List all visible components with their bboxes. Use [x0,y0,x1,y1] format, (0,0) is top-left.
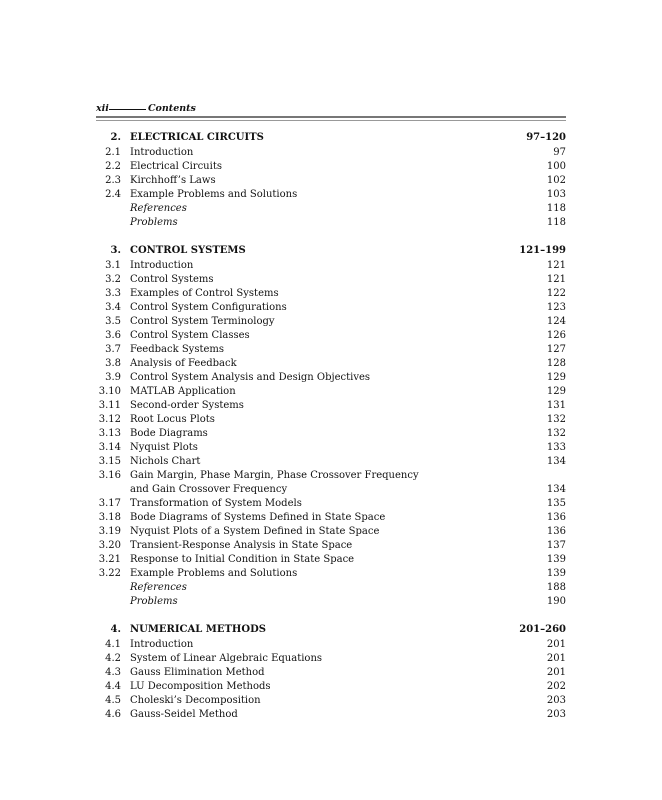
toc-entry [96,146,566,160]
section-title: Example Problems and Solutions [130,568,298,579]
section-number: 3.16 [98,470,121,481]
section-number: 3.8 [105,358,121,369]
section-number: 4.1 [105,639,121,650]
section-page: 127 [546,344,566,355]
toc-entry [96,188,566,202]
section-page: 136 [546,526,566,537]
section-title: Examples of Control Systems [130,288,279,299]
toc-entry [96,371,566,385]
chapter-number: 4. [110,624,121,635]
toc-entry [96,301,566,315]
section-page: 137 [546,540,566,551]
section-page: 100 [546,161,566,172]
toc-entry [96,680,566,694]
section-title: Gauss-Seidel Method [130,709,238,720]
section-page: 121 [546,260,566,271]
section-title: Nichols Chart [130,456,201,467]
section-page: 118 [546,217,566,228]
toc-entry [96,174,566,188]
toc-entry [96,455,566,469]
section-page: 123 [546,302,566,313]
section-page: 132 [546,428,566,439]
section-page: 132 [546,414,566,425]
section-number: 2.4 [105,189,121,200]
section-number: 3.19 [98,526,121,537]
section-title: Introduction [130,639,194,650]
section-number: 3.15 [98,456,121,467]
header-rule-thick [96,116,566,118]
section-title: Introduction [130,260,194,271]
toc-entry [96,427,566,441]
toc-entry [96,708,566,722]
section-title: LU Decomposition Methods [130,681,271,692]
chapter-title: NUMERICAL METHODS [130,624,266,635]
toc-entry [96,525,566,539]
section-page: 201 [546,667,566,678]
section-number: 3.13 [98,428,121,439]
toc-entry [96,385,566,399]
toc-chapter [96,244,566,609]
toc-entry [96,497,566,511]
section-title: MATLAB Application [130,386,236,397]
toc-entry [96,259,566,273]
toc-entry [96,539,566,553]
section-number: 3.7 [105,344,121,355]
section-page: 188 [546,582,566,593]
toc-entry [96,694,566,708]
toc-entry [96,216,566,230]
section-number: 4.5 [105,695,121,706]
section-page: 102 [546,175,566,186]
chapter-title: CONTROL SYSTEMS [130,245,246,256]
header-dash [109,109,146,110]
toc-entry [96,567,566,581]
section-number: 3.11 [98,400,121,411]
section-title: Control System Terminology [130,316,275,327]
section-number: 4.2 [105,653,121,664]
chapter-pages: 201–260 [519,624,566,635]
section-page: 126 [546,330,566,341]
section-page: 134 [546,456,566,467]
section-title: Transient-Response Analysis in State Space [130,540,353,551]
section-title: System of Linear Algebraic Equations [130,653,323,664]
toc-entry [96,315,566,329]
section-title: References [130,582,187,593]
section-number: 3.4 [105,302,121,313]
section-title: Example Problems and Solutions [130,189,298,200]
section-page: 118 [546,203,566,214]
toc-entry [96,273,566,287]
section-page: 133 [546,442,566,453]
section-number: 3.1 [105,260,121,271]
toc-entry [96,469,566,497]
section-page: 135 [546,498,566,509]
toc-entry [96,329,566,343]
section-title: Control System Classes [130,330,250,341]
section-title: Control System Configurations [130,302,287,313]
section-title: Bode Diagrams [130,428,208,439]
section-number: 3.22 [98,568,121,579]
section-title: Response to Initial Condition in State Space [130,554,355,565]
chapter-number: 2. [110,132,121,143]
section-page: 128 [546,358,566,369]
section-number: 3.21 [98,554,121,565]
toc-chapter [96,131,566,230]
section-page: 97 [553,147,566,158]
section-page: 203 [546,709,566,720]
section-title: Gauss Elimination Method [130,667,265,678]
section-page: 131 [546,400,566,411]
section-title: Analysis of Feedback [130,358,237,369]
section-number: 3.10 [98,386,121,397]
toc-entry [96,287,566,301]
toc-entry [96,638,566,652]
section-number: 4.6 [105,709,121,720]
section-page: 201 [546,639,566,650]
section-title: Second-order Systems [130,400,244,411]
chapter-heading [96,623,566,638]
section-title: Transformation of System Models [130,498,302,509]
toc-entry [96,399,566,413]
section-number: 2.2 [105,161,121,172]
section-title: Root Locus Plots [130,414,215,425]
section-page: 139 [546,568,566,579]
section-number: 3.9 [105,372,121,383]
section-title: Gain Margin, Phase Margin, Phase Crossover Frequency and Gain Crossover Frequency [130,470,419,495]
section-title: Feedback Systems [130,344,225,355]
toc-entry [96,202,566,216]
section-number: 2.3 [105,175,121,186]
section-number: 3.18 [98,512,121,523]
section-title: Nyquist Plots of a System Defined in State Space [130,526,380,537]
section-number: 3.14 [98,442,121,453]
section-title: Choleski’s Decomposition [130,695,261,706]
section-page: 124 [546,316,566,327]
section-number: 3.6 [105,330,121,341]
section-page: 201 [546,653,566,664]
toc-entry [96,357,566,371]
toc-entry [96,160,566,174]
section-title: Control Systems [130,274,214,285]
section-number: 3.12 [98,414,121,425]
section-title: Problems [130,596,178,607]
section-number: 4.4 [105,681,121,692]
chapter-pages: 97–120 [526,132,566,143]
toc-entry [96,666,566,680]
section-title: Electrical Circuits [130,161,222,172]
section-title: Problems [130,217,178,228]
chapter-title: ELECTRICAL CIRCUITS [130,132,264,143]
table-of-contents [96,131,566,736]
section-page: 202 [546,681,566,692]
toc-entry [96,511,566,525]
header-rule-thin [96,120,566,121]
chapter-pages: 121–199 [519,245,566,256]
chapter-number: 3. [110,245,121,256]
toc-entry [96,581,566,595]
chapter-heading [96,131,566,146]
section-page: 136 [546,512,566,523]
section-title: Kirchhoff’s Laws [130,175,216,186]
section-page: 122 [546,288,566,299]
section-number: 4.3 [105,667,121,678]
running-header [96,103,566,117]
toc-entry [96,343,566,357]
section-title: Control System Analysis and Design Objectives [130,372,371,383]
section-number: 3.5 [105,316,121,327]
section-page: 134 [546,484,566,495]
toc-entry [96,553,566,567]
section-number: 2.1 [105,147,121,158]
section-title: Introduction [130,147,194,158]
section-page: 121 [546,274,566,285]
header-title: Contents [148,103,196,114]
page-number: xii [96,103,109,114]
section-page: 129 [546,372,566,383]
section-page: 103 [546,189,566,200]
section-page: 139 [546,554,566,565]
section-number: 3.20 [98,540,121,551]
section-title: Nyquist Plots [130,442,198,453]
toc-entry [96,413,566,427]
section-page: 129 [546,386,566,397]
section-number: 3.17 [98,498,121,509]
toc-chapter [96,623,566,722]
section-title: References [130,203,187,214]
section-title: Bode Diagrams of Systems Defined in State Space [130,512,386,523]
toc-entry [96,441,566,455]
section-page: 190 [546,596,566,607]
toc-entry [96,652,566,666]
section-page: 203 [546,695,566,706]
section-number: 3.2 [105,274,121,285]
section-number: 3.3 [105,288,121,299]
chapter-heading [96,244,566,259]
toc-entry [96,595,566,609]
